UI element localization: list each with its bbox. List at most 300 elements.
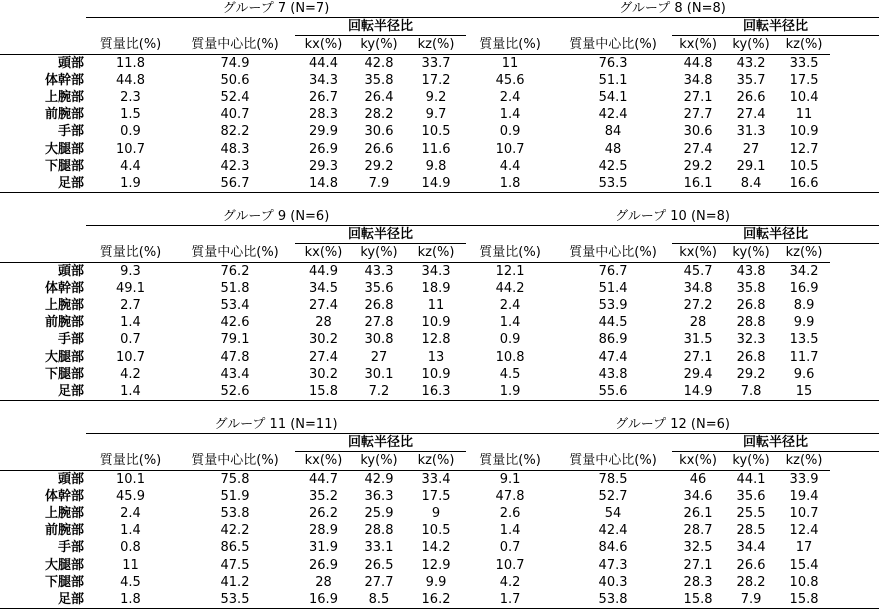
cell: 55.6 — [554, 383, 672, 401]
cell: 0.8 — [120, 540, 141, 556]
cell: 1.4 — [86, 383, 175, 401]
table-row — [0, 89, 879, 106]
body-part-label: 体幹部 — [44, 280, 84, 296]
cell: 4.5 — [499, 366, 521, 382]
cell: 48.3 — [220, 141, 250, 157]
group-title: グループ 12 (N=6) — [466, 416, 879, 434]
cell: 54.1 — [598, 90, 628, 106]
table-row — [0, 123, 879, 140]
cell: 30.2 — [309, 332, 338, 348]
cell: 49.1 — [116, 280, 145, 296]
table-row — [0, 539, 879, 556]
col-kz: kz(%) — [406, 452, 466, 470]
cell: 19.4 — [789, 488, 819, 504]
table-row — [0, 280, 879, 297]
cell: 16.9 — [295, 591, 352, 609]
col-mass-ratio: 質量比(%) — [466, 452, 554, 470]
cell: 1.8 — [86, 591, 175, 609]
cell: 14.2 — [421, 540, 451, 556]
cell: 45.6 — [495, 72, 525, 88]
table-row — [0, 331, 879, 348]
cell: 27.4 — [683, 141, 713, 157]
cell: 28.8 — [736, 315, 766, 331]
col-com-ratio: 質量中心比(%) — [554, 36, 672, 54]
cell: 14.9 — [406, 175, 466, 193]
cell: 26.8 — [736, 349, 766, 365]
cell: 86.5 — [220, 540, 250, 556]
cell: 43.3 — [364, 263, 394, 279]
cell: 10.8 — [789, 574, 819, 590]
cell: 27.2 — [683, 298, 713, 314]
cell: 12.1 — [495, 263, 525, 279]
body-part-label: 手部 — [57, 124, 84, 140]
cell: 35.8 — [364, 72, 394, 88]
cell: 27.1 — [683, 90, 713, 106]
body-part-label: 前腕部 — [44, 315, 84, 331]
cell: 36.3 — [364, 488, 394, 504]
body-part-label: 大腿部 — [44, 349, 84, 365]
group-title: グループ 9 (N=6) — [86, 208, 466, 226]
cell: 29.1 — [736, 158, 766, 174]
cell: 11 — [427, 298, 445, 314]
cell: 84 — [604, 124, 622, 140]
cell: 1.4 — [499, 107, 521, 123]
col-kx: kx(%) — [295, 244, 352, 262]
cell: 9.2 — [425, 90, 447, 106]
cell: 46 — [689, 471, 707, 487]
cell: 17.2 — [421, 72, 451, 88]
body-part-label: 手部 — [57, 332, 84, 348]
cell: 35.8 — [736, 280, 766, 296]
cell: 4.4 — [499, 158, 521, 174]
cell: 44.8 — [116, 72, 145, 88]
cell: 33.1 — [364, 540, 394, 556]
cell: 26.6 — [736, 90, 766, 106]
cell: 34.5 — [309, 280, 338, 296]
cell: 53.5 — [175, 591, 295, 609]
col-kx: kx(%) — [295, 452, 352, 470]
cell: 15.8 — [778, 591, 830, 609]
col-kx: kx(%) — [672, 452, 724, 470]
cell: 43.2 — [736, 55, 766, 71]
cell: 10.5 — [421, 124, 451, 140]
cell: 44.1 — [736, 471, 766, 487]
cell: 27 — [742, 141, 760, 157]
cell: 9.1 — [499, 471, 521, 487]
cell: 1.4 — [499, 523, 521, 539]
col-kz: kz(%) — [778, 36, 830, 54]
table-row — [0, 54, 879, 72]
cell: 42.6 — [220, 315, 250, 331]
cell: 26.1 — [683, 506, 713, 522]
body-part-label: 頭部 — [57, 471, 84, 487]
cell: 84.6 — [598, 540, 628, 556]
cell: 25.5 — [736, 506, 766, 522]
cell: 7.2 — [352, 383, 406, 401]
table-row — [0, 262, 879, 280]
cell: 28 — [315, 574, 332, 590]
cell: 47.8 — [220, 349, 250, 365]
cell: 10.5 — [789, 158, 819, 174]
cell: 29.2 — [683, 158, 713, 174]
cell: 29.2 — [736, 366, 766, 382]
table-row — [0, 505, 879, 522]
cell: 76.7 — [598, 263, 628, 279]
cell: 0.7 — [499, 540, 521, 556]
body-part-label: 下腿部 — [44, 158, 84, 174]
cell: 10.7 — [495, 557, 525, 573]
cell: 4.2 — [499, 574, 521, 590]
col-mass-ratio: 質量比(%) — [86, 36, 175, 54]
cell: 18.9 — [421, 280, 451, 296]
cell: 10.8 — [495, 349, 525, 365]
cell: 26.2 — [309, 506, 338, 522]
cell: 86.9 — [598, 332, 628, 348]
cell: 10.7 — [789, 506, 819, 522]
col-kz: kz(%) — [778, 452, 830, 470]
table-row — [0, 488, 879, 505]
cell: 27.7 — [683, 107, 713, 123]
cell: 2.4 — [120, 506, 141, 522]
cell: 28.9 — [309, 523, 338, 539]
cell: 47.5 — [220, 557, 250, 573]
col-ky: ky(%) — [352, 452, 406, 470]
cell: 33.9 — [789, 471, 819, 487]
cell: 10.7 — [116, 141, 145, 157]
cell: 43.4 — [220, 366, 250, 382]
cell: 74.9 — [220, 55, 250, 71]
cell: 16.6 — [778, 175, 830, 193]
body-part-label: 下腿部 — [44, 574, 84, 590]
cell: 16.2 — [406, 591, 466, 609]
cell: 82.2 — [220, 124, 250, 140]
cell: 44.9 — [309, 263, 338, 279]
cell: 10.9 — [789, 124, 819, 140]
cell: 9.7 — [425, 107, 447, 123]
cell: 35.2 — [309, 488, 338, 504]
cell: 15.8 — [672, 591, 724, 609]
cell: 53.8 — [220, 506, 250, 522]
cell: 29.3 — [309, 158, 338, 174]
cell: 45.9 — [116, 488, 145, 504]
cell: 53.4 — [220, 298, 250, 314]
cell: 10.1 — [116, 471, 145, 487]
cell: 44.7 — [309, 471, 338, 487]
gyration-ratio-header: 回転半径比 — [295, 434, 466, 452]
table-row — [0, 297, 879, 314]
cell: 17 — [795, 540, 813, 556]
cell: 48 — [604, 141, 622, 157]
cell: 15 — [778, 383, 830, 401]
gyration-ratio-header: 回転半径比 — [672, 434, 879, 452]
panel-group-9-10 — [0, 208, 879, 401]
cell: 29.2 — [364, 158, 394, 174]
table-row — [0, 106, 879, 123]
body-part-label: 頭部 — [57, 55, 84, 71]
cell: 28.3 — [683, 574, 713, 590]
panel-group-11-12 — [0, 416, 879, 609]
col-kz: kz(%) — [778, 244, 830, 262]
col-com-ratio: 質量中心比(%) — [554, 452, 672, 470]
cell: 10.9 — [421, 366, 451, 382]
gyration-ratio-header: 回転半径比 — [295, 18, 466, 36]
body-part-label: 大腿部 — [44, 141, 84, 157]
table-row — [0, 175, 879, 193]
cell: 53.8 — [554, 591, 672, 609]
cell: 44.5 — [598, 315, 628, 331]
col-com-ratio: 質量中心比(%) — [175, 244, 295, 262]
cell: 47.8 — [495, 488, 525, 504]
cell: 1.4 — [499, 315, 521, 331]
cell: 10.5 — [421, 523, 451, 539]
cell: 1.9 — [466, 383, 554, 401]
cell: 26.9 — [309, 557, 338, 573]
cell: 17.5 — [421, 488, 451, 504]
col-mass-ratio: 質量比(%) — [86, 244, 175, 262]
cell: 28.8 — [364, 523, 394, 539]
cell: 16.9 — [789, 280, 819, 296]
col-ky: ky(%) — [724, 244, 778, 262]
table-row — [0, 366, 879, 383]
cell: 14.8 — [295, 175, 352, 193]
cell: 42.3 — [220, 158, 250, 174]
cell: 28.5 — [736, 523, 766, 539]
cell: 1.8 — [466, 175, 554, 193]
cell: 9.6 — [793, 366, 815, 382]
cell: 30.6 — [683, 124, 713, 140]
cell: 26.8 — [364, 298, 394, 314]
body-part-label: 下腿部 — [44, 366, 84, 382]
cell: 13 — [427, 349, 445, 365]
cell: 16.1 — [672, 175, 724, 193]
cell: 34.3 — [309, 72, 338, 88]
cell: 9 — [431, 506, 441, 522]
cell: 34.8 — [683, 72, 713, 88]
table-row — [0, 349, 879, 366]
cell: 56.7 — [175, 175, 295, 193]
col-mass-ratio: 質量比(%) — [86, 452, 175, 470]
cell: 51.9 — [220, 488, 250, 504]
cell: 42.8 — [364, 55, 394, 71]
cell: 30.2 — [309, 366, 338, 382]
cell: 31.9 — [309, 540, 338, 556]
group-title: グループ 10 (N=8) — [466, 208, 879, 226]
table-row — [0, 72, 879, 89]
cell: 12.9 — [421, 557, 451, 573]
cell: 33.7 — [421, 55, 451, 71]
cell: 32.5 — [683, 540, 713, 556]
cell: 47.4 — [598, 349, 628, 365]
cell: 30.6 — [364, 124, 394, 140]
cell: 12.4 — [789, 523, 819, 539]
cell: 28.2 — [736, 574, 766, 590]
cell: 78.5 — [598, 471, 628, 487]
cell: 15.8 — [295, 383, 352, 401]
cell: 42.4 — [598, 523, 628, 539]
gyration-ratio-header: 回転半径比 — [672, 226, 879, 244]
cell: 28.3 — [309, 107, 338, 123]
cell: 33.4 — [421, 471, 451, 487]
cell: 1.4 — [120, 523, 141, 539]
cell: 50.6 — [220, 72, 250, 88]
cell: 11.7 — [789, 349, 819, 365]
cell: 8.5 — [352, 591, 406, 609]
cell: 47.3 — [598, 557, 628, 573]
cell: 29.9 — [309, 124, 338, 140]
cell: 52.7 — [598, 488, 628, 504]
cell: 0.7 — [120, 332, 141, 348]
cell: 31.5 — [683, 332, 713, 348]
col-kz: kz(%) — [406, 36, 466, 54]
table-row — [0, 522, 879, 539]
body-part-label: 足部 — [0, 383, 86, 401]
cell: 42.5 — [598, 158, 628, 174]
cell: 12.7 — [789, 141, 819, 157]
cell: 15.4 — [789, 557, 819, 573]
cell: 44.8 — [683, 55, 713, 71]
cell: 40.7 — [220, 107, 250, 123]
table-row — [0, 314, 879, 331]
col-ky: ky(%) — [352, 244, 406, 262]
cell: 34.8 — [683, 280, 713, 296]
cell: 2.6 — [499, 506, 521, 522]
cell: 16.3 — [406, 383, 466, 401]
cell: 53.9 — [598, 298, 628, 314]
cell: 27 — [370, 349, 388, 365]
col-mass-ratio: 質量比(%) — [466, 244, 554, 262]
cell: 45.7 — [683, 263, 713, 279]
cell: 35.6 — [736, 488, 766, 504]
group-title: グループ 8 (N=8) — [466, 0, 879, 18]
cell: 34.2 — [789, 263, 819, 279]
cell: 33.5 — [789, 55, 819, 71]
cell: 40.3 — [598, 574, 628, 590]
body-part-label: 上腕部 — [44, 506, 84, 522]
col-kx: kx(%) — [672, 244, 724, 262]
cell: 31.3 — [736, 124, 766, 140]
cell: 53.5 — [554, 175, 672, 193]
cell: 11.8 — [116, 55, 145, 71]
cell: 25.9 — [364, 506, 394, 522]
body-part-label: 体幹部 — [44, 72, 84, 88]
cell: 17.5 — [789, 72, 819, 88]
cell: 27.7 — [364, 574, 394, 590]
col-kx: kx(%) — [295, 36, 352, 54]
cell: 26.6 — [364, 141, 394, 157]
cell: 7.8 — [724, 383, 778, 401]
col-com-ratio: 質量中心比(%) — [554, 244, 672, 262]
cell: 7.9 — [352, 175, 406, 193]
cell: 4.5 — [120, 574, 141, 590]
cell: 28 — [315, 315, 332, 331]
cell: 30.8 — [364, 332, 394, 348]
cell: 27.1 — [683, 557, 713, 573]
cell: 34.3 — [421, 263, 451, 279]
cell: 28.2 — [364, 107, 394, 123]
cell: 54 — [604, 506, 622, 522]
cell: 52.6 — [175, 383, 295, 401]
table-row — [0, 557, 879, 574]
body-part-label: 前腕部 — [44, 523, 84, 539]
cell: 27.1 — [683, 349, 713, 365]
cell: 75.8 — [220, 471, 250, 487]
cell: 27.8 — [364, 315, 394, 331]
cell: 8.4 — [724, 175, 778, 193]
table-row — [0, 574, 879, 591]
cell: 51.4 — [598, 280, 628, 296]
cell: 1.4 — [120, 315, 141, 331]
cell: 76.3 — [598, 55, 628, 71]
table-row — [0, 383, 879, 401]
cell: 42.9 — [364, 471, 394, 487]
body-part-label: 大腿部 — [44, 557, 84, 573]
cell: 4.2 — [120, 366, 141, 382]
cell: 27.4 — [309, 298, 338, 314]
cell: 35.6 — [364, 280, 394, 296]
cell: 10.4 — [789, 90, 819, 106]
col-kx: kx(%) — [672, 36, 724, 54]
cell: 9.9 — [425, 574, 447, 590]
cell: 0.9 — [499, 124, 521, 140]
cell: 0.9 — [499, 332, 521, 348]
cell: 27.4 — [736, 107, 766, 123]
cell: 34.6 — [683, 488, 713, 504]
cell: 27.4 — [309, 349, 338, 365]
body-part-label: 上腕部 — [44, 90, 84, 106]
cell: 2.4 — [499, 90, 521, 106]
cell: 26.8 — [736, 298, 766, 314]
cell: 32.3 — [736, 332, 766, 348]
table-row — [0, 591, 879, 609]
body-part-label: 手部 — [57, 540, 84, 556]
cell: 42.2 — [220, 523, 250, 539]
cell: 43.8 — [736, 263, 766, 279]
cell: 0.9 — [120, 124, 141, 140]
cell: 2.7 — [120, 298, 141, 314]
cell: 9.3 — [120, 263, 141, 279]
body-part-label: 足部 — [0, 591, 86, 609]
col-com-ratio: 質量中心比(%) — [175, 36, 295, 54]
col-ky: ky(%) — [724, 452, 778, 470]
cell: 1.9 — [86, 175, 175, 193]
cell: 11 — [501, 55, 519, 71]
cell: 11 — [795, 107, 813, 123]
group-title: グループ 11 (N=11) — [86, 416, 466, 434]
col-ky: ky(%) — [352, 36, 406, 54]
cell: 79.1 — [220, 332, 250, 348]
cell: 29.4 — [683, 366, 713, 382]
cell: 26.4 — [364, 90, 394, 106]
table-row — [0, 470, 879, 488]
body-part-label: 体幹部 — [44, 488, 84, 504]
cell: 8.9 — [793, 298, 815, 314]
cell: 28 — [689, 315, 707, 331]
cell: 35.7 — [736, 72, 766, 88]
cell: 2.4 — [499, 298, 521, 314]
cell: 11.6 — [421, 141, 451, 157]
cell: 9.9 — [793, 315, 815, 331]
body-part-label: 足部 — [0, 175, 86, 193]
cell: 43.8 — [598, 366, 628, 382]
cell: 10.9 — [421, 315, 451, 331]
cell: 2.3 — [120, 90, 141, 106]
cell: 44.4 — [309, 55, 338, 71]
cell: 28.7 — [683, 523, 713, 539]
cell: 11 — [122, 557, 139, 573]
cell: 34.4 — [736, 540, 766, 556]
cell: 26.6 — [736, 557, 766, 573]
cell: 52.4 — [220, 90, 250, 106]
